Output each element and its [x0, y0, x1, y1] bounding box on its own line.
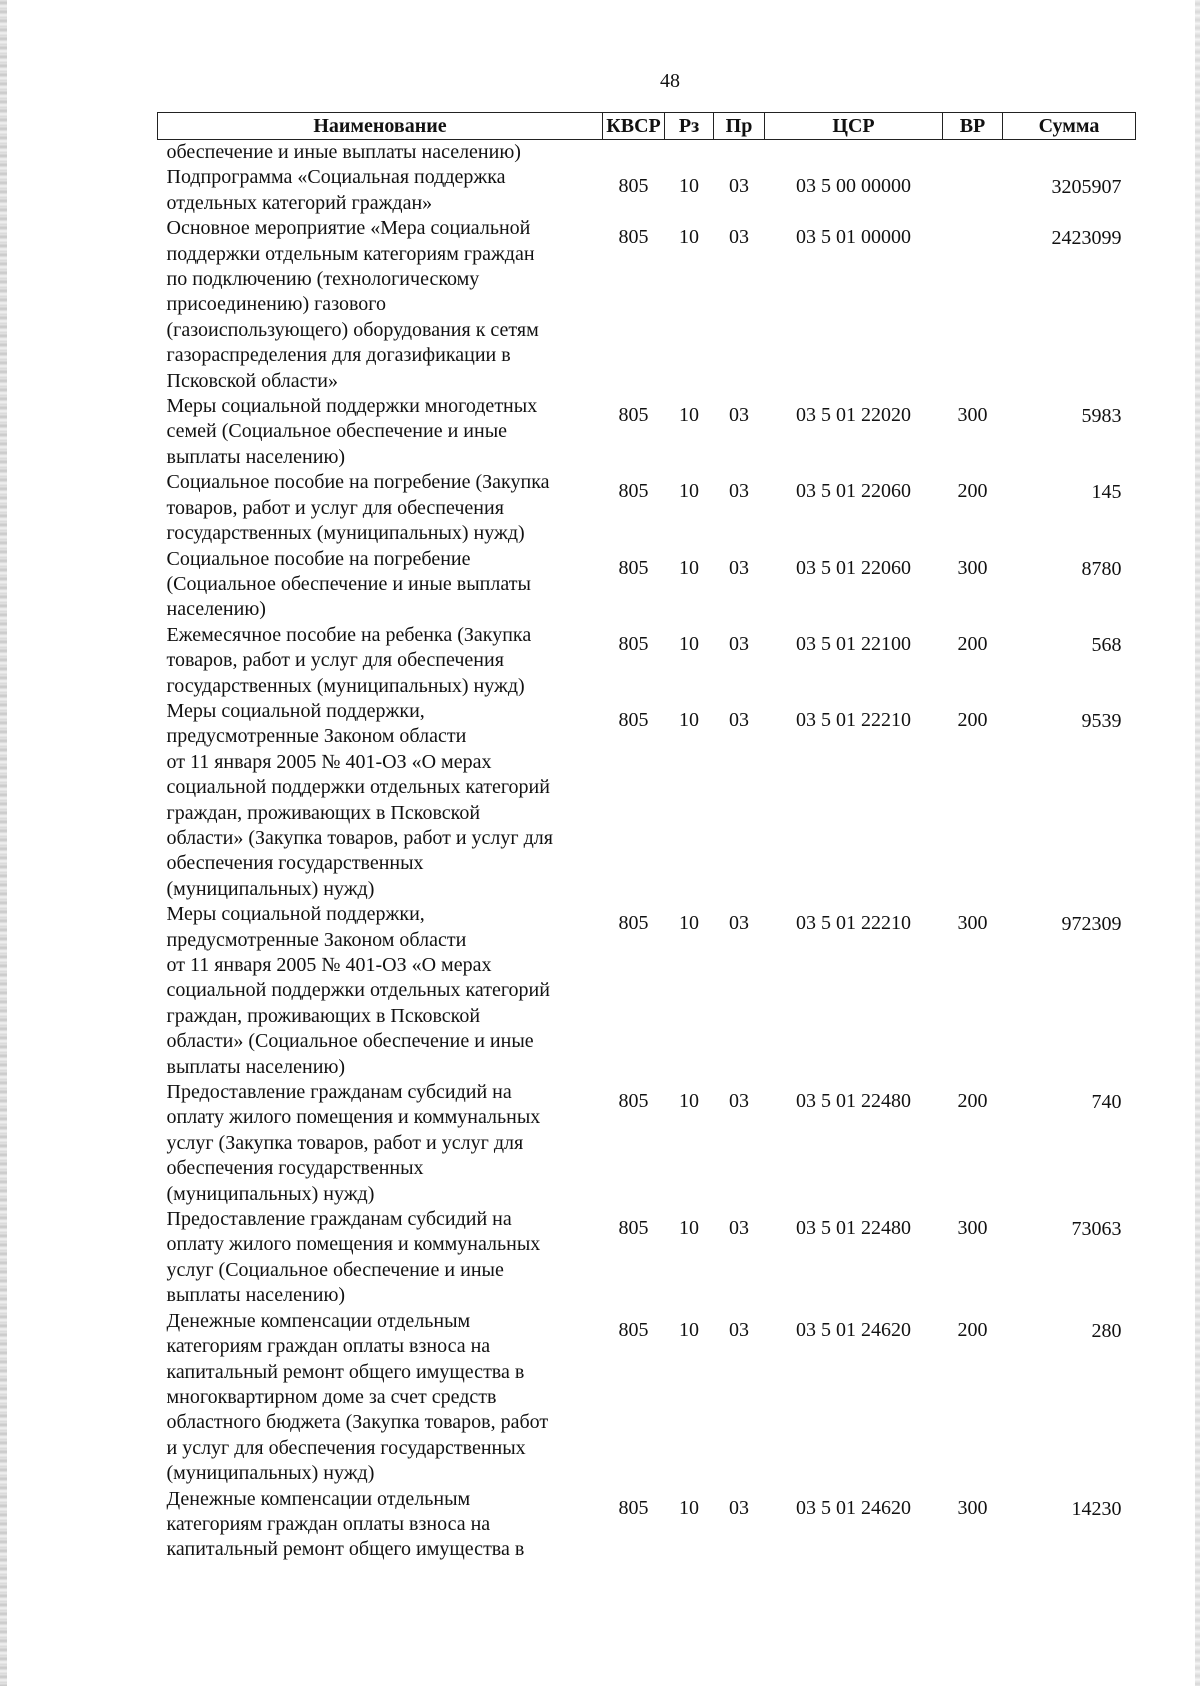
header-vr: ВР	[943, 113, 1003, 140]
table-header-row	[158, 113, 1136, 140]
row-name-line: Денежные компенсации отдельным	[166, 1487, 471, 1510]
table-row	[158, 547, 1136, 623]
row-name-line: обеспечения государственных	[166, 852, 424, 875]
budget-table-container	[157, 112, 1135, 1563]
row-name-line: капитальный ремонт общего имущества в	[166, 1538, 525, 1561]
row-name-line: Предоставление гражданам субсидий на	[166, 1208, 512, 1231]
row-sum-cell: 145	[1091, 481, 1122, 504]
row-csr-cell	[765, 140, 943, 166]
table-row	[158, 1487, 1136, 1563]
row-pr-cell: 03	[729, 1217, 749, 1240]
row-kvsr-cell: 805	[618, 480, 649, 503]
row-vr-cell: 200	[957, 1090, 988, 1113]
budget-table	[157, 112, 1136, 1563]
row-name-line: Социальное пособие на погребение (Закупка	[166, 471, 550, 494]
row-sum-cell	[1003, 140, 1136, 166]
row-kvsr-cell: 805	[618, 708, 649, 731]
row-kvsr-cell: 805	[618, 1496, 649, 1519]
row-sum-cell: 568	[1091, 633, 1122, 656]
header-pr: Пр	[714, 113, 765, 140]
row-name-line: и услуг для обеспечения государственных	[166, 1436, 526, 1459]
table-body	[158, 140, 1136, 1563]
row-sum-cell: 9539	[1081, 709, 1122, 732]
row-name-line: отдельных категорий граждан»	[166, 191, 433, 214]
row-kvsr-cell: 805	[618, 556, 649, 579]
row-csr-cell: 03 5 01 22020	[796, 404, 911, 427]
row-name-cell	[158, 1309, 603, 1487]
row-name-cell	[158, 394, 603, 470]
row-sum-cell: 280	[1091, 1319, 1122, 1342]
row-name-cell	[158, 547, 603, 623]
row-name-line: области» (Социальное обеспечение и иные	[166, 1030, 534, 1053]
row-name-cell	[158, 1080, 603, 1207]
row-name-line: обеспечения государственных	[166, 1157, 424, 1180]
row-csr-cell: 03 5 01 22100	[796, 632, 911, 655]
row-name-line: многоквартирном доме за счет средств	[166, 1385, 497, 1408]
row-rz-cell: 10	[679, 1496, 699, 1519]
row-kvsr-cell	[603, 140, 665, 166]
row-sum-cell: 740	[1091, 1091, 1122, 1114]
row-vr-cell: 200	[957, 708, 988, 731]
row-name-line: оплату жилого помещения и коммунальных	[166, 1233, 541, 1256]
row-csr-cell: 03 5 01 00000	[796, 226, 911, 249]
table-row	[158, 623, 1136, 699]
row-name-line: обеспечение и иные выплаты населению)	[166, 141, 521, 163]
row-rz-cell: 10	[679, 632, 699, 655]
row-name-line: от 11 января 2005 № 401-ОЗ «О мерах	[166, 750, 492, 773]
table-row	[158, 1080, 1136, 1207]
row-name-line: категориям граждан оплаты взноса на	[166, 1512, 491, 1535]
row-pr-cell: 03	[729, 226, 749, 249]
row-kvsr-cell: 805	[618, 1318, 649, 1341]
row-csr-cell: 03 5 01 22060	[796, 480, 911, 503]
row-vr-cell	[943, 216, 1003, 394]
row-pr-cell: 03	[729, 912, 749, 935]
table-row	[158, 165, 1136, 216]
row-name-line: газораспределения для догазификации в	[166, 344, 511, 367]
row-name-line: (Социальное обеспечение и иные выплаты	[166, 572, 531, 595]
table-row	[158, 1207, 1136, 1309]
row-name-line: предусмотренные Законом области	[166, 725, 467, 748]
row-name-cell	[158, 1487, 603, 1563]
row-name-line: Денежные компенсации отдельным	[166, 1309, 471, 1332]
row-vr-cell: 200	[957, 1318, 988, 1341]
table-row	[158, 394, 1136, 470]
table-row	[158, 699, 1136, 902]
row-name-cell	[158, 1207, 603, 1309]
page-number: 48	[660, 70, 680, 92]
row-name-line: оплату жилого помещения и коммунальных	[166, 1106, 541, 1129]
row-csr-cell: 03 5 01 22210	[796, 708, 911, 731]
row-sum-cell: 14230	[1071, 1497, 1122, 1520]
row-vr-cell	[943, 140, 1003, 166]
row-name-line: Подпрограмма «Социальная поддержка	[166, 166, 506, 189]
row-name-line: категориям граждан оплаты взноса на	[166, 1335, 491, 1358]
row-kvsr-cell: 805	[618, 175, 649, 198]
row-kvsr-cell: 805	[618, 226, 649, 249]
row-pr-cell: 03	[729, 404, 749, 427]
header-kvsr: КВСР	[603, 113, 665, 140]
row-rz-cell: 10	[679, 226, 699, 249]
row-pr-cell	[714, 140, 765, 166]
row-rz-cell: 10	[679, 556, 699, 579]
row-name-cell	[158, 623, 603, 699]
row-kvsr-cell: 805	[618, 912, 649, 935]
row-name-line: капитальный ремонт общего имущества в	[166, 1360, 525, 1383]
row-name-line: Основное мероприятие «Мера социальной	[166, 217, 531, 240]
row-csr-cell: 03 5 01 22480	[796, 1217, 911, 1240]
scan-edge-right	[1195, 0, 1200, 1686]
row-rz-cell: 10	[679, 1090, 699, 1113]
row-sum-cell: 8780	[1081, 557, 1122, 580]
table-row	[158, 216, 1136, 394]
row-name-line: социальной поддержки отдельных категорий	[166, 979, 550, 1002]
row-rz-cell: 10	[679, 1318, 699, 1341]
row-name-line: Меры социальной поддержки многодетных	[166, 395, 538, 418]
row-name-line: Меры социальной поддержки,	[166, 699, 425, 722]
row-csr-cell: 03 5 00 00000	[796, 175, 911, 198]
row-sum-cell: 73063	[1071, 1218, 1122, 1241]
row-name-cell	[158, 140, 603, 166]
row-rz-cell: 10	[679, 480, 699, 503]
row-rz-cell: 10	[679, 175, 699, 198]
row-name-line: поддержки отдельным категориям граждан	[166, 242, 535, 265]
row-name-line: области» (Закупка товаров, работ и услуг для	[166, 826, 553, 849]
row-name-line: семей (Социальное обеспечение и иные	[166, 420, 508, 443]
table-row	[158, 470, 1136, 546]
row-name-cell	[158, 216, 603, 394]
row-pr-cell: 03	[729, 632, 749, 655]
row-vr-cell: 300	[957, 1217, 988, 1240]
row-name-line: Ежемесячное пособие на ребенка (Закупка	[166, 623, 532, 646]
row-csr-cell: 03 5 01 24620	[796, 1496, 911, 1519]
row-name-line: Псковской области»	[166, 369, 338, 392]
row-name-line: от 11 января 2005 № 401-ОЗ «О мерах	[166, 954, 492, 976]
row-name-line: Предоставление гражданам субсидий на	[166, 1081, 512, 1104]
row-vr-cell: 300	[957, 404, 988, 427]
header-csr: ЦСР	[765, 113, 943, 140]
row-pr-cell: 03	[729, 556, 749, 579]
row-name-line: государственных (муниципальных) нужд)	[166, 522, 525, 545]
row-name-line: (муниципальных) нужд)	[166, 1462, 375, 1485]
row-name-cell	[158, 165, 603, 216]
row-name-line: товаров, работ и услуг для обеспечения	[166, 649, 504, 672]
row-name-line: выплаты населению)	[166, 445, 346, 468]
row-name-line: населению)	[166, 598, 266, 621]
row-kvsr-cell: 805	[618, 632, 649, 655]
row-csr-cell: 03 5 01 24620	[796, 1318, 911, 1341]
row-name-line: по подключению (технологическому	[166, 268, 480, 291]
row-name-line: областного бюджета (Закупка товаров, работ	[166, 1411, 549, 1434]
row-kvsr-cell: 805	[618, 1217, 649, 1240]
row-pr-cell: 03	[729, 175, 749, 198]
row-rz-cell: 10	[679, 404, 699, 427]
row-name-line: выплаты населению)	[166, 1284, 346, 1307]
row-vr-cell: 200	[957, 480, 988, 503]
row-name-line: (муниципальных) нужд)	[166, 1182, 375, 1205]
row-name-line: Меры социальной поддержки,	[166, 903, 425, 926]
row-name-line: (муниципальных) нужд)	[166, 877, 375, 900]
row-pr-cell: 03	[729, 1318, 749, 1341]
row-name-line: граждан, проживающих в Псковской	[166, 1004, 481, 1027]
row-sum-cell: 5983	[1081, 405, 1122, 428]
row-name-cell	[158, 902, 603, 1080]
row-kvsr-cell: 805	[618, 404, 649, 427]
row-name-line: (газоиспользующего) оборудования к сетям	[166, 318, 539, 341]
row-sum-cell: 972309	[1061, 913, 1122, 936]
row-rz-cell	[665, 140, 714, 166]
row-csr-cell: 03 5 01 22060	[796, 556, 911, 579]
row-name-line: присоединению) газового	[166, 293, 386, 316]
row-pr-cell: 03	[729, 708, 749, 731]
scan-edge-left	[0, 0, 7, 1686]
row-rz-cell: 10	[679, 708, 699, 731]
row-vr-cell: 300	[957, 1496, 988, 1519]
row-pr-cell: 03	[729, 1090, 749, 1113]
row-vr-cell: 200	[957, 632, 988, 655]
row-vr-cell	[943, 165, 1003, 216]
row-kvsr-cell: 805	[618, 1090, 649, 1113]
row-sum-cell: 3205907	[1051, 176, 1122, 199]
table-row	[158, 140, 1136, 166]
row-name-line: социальной поддержки отдельных категорий	[166, 776, 550, 799]
row-csr-cell: 03 5 01 22210	[796, 912, 911, 935]
row-name-line: предусмотренные Законом области	[166, 928, 467, 951]
row-sum-cell: 2423099	[1051, 227, 1122, 250]
row-name-line: услуг (Социальное обеспечение и иные	[166, 1258, 504, 1281]
row-pr-cell: 03	[729, 1496, 749, 1519]
row-name-line: услуг (Закупка товаров, работ и услуг для	[166, 1131, 524, 1154]
row-name-line: товаров, работ и услуг для обеспечения	[166, 496, 504, 519]
header-name: Наименование	[158, 113, 603, 140]
row-pr-cell: 03	[729, 480, 749, 503]
row-rz-cell: 10	[679, 1217, 699, 1240]
table-row	[158, 902, 1136, 1080]
row-name-line: граждан, проживающих в Псковской	[166, 801, 481, 824]
row-name-cell	[158, 699, 603, 902]
row-name-line: государственных (муниципальных) нужд)	[166, 674, 525, 697]
row-csr-cell: 03 5 01 22480	[796, 1090, 911, 1113]
header-rz: Рз	[665, 113, 714, 140]
row-vr-cell: 300	[957, 912, 988, 935]
row-rz-cell: 10	[679, 912, 699, 935]
row-name-cell	[158, 470, 603, 546]
row-name-line: Социальное пособие на погребение	[166, 547, 471, 570]
table-row	[158, 1309, 1136, 1487]
row-name-line: выплаты населению)	[166, 1055, 346, 1078]
row-vr-cell: 300	[957, 556, 988, 579]
header-sum: Сумма	[1003, 113, 1136, 140]
